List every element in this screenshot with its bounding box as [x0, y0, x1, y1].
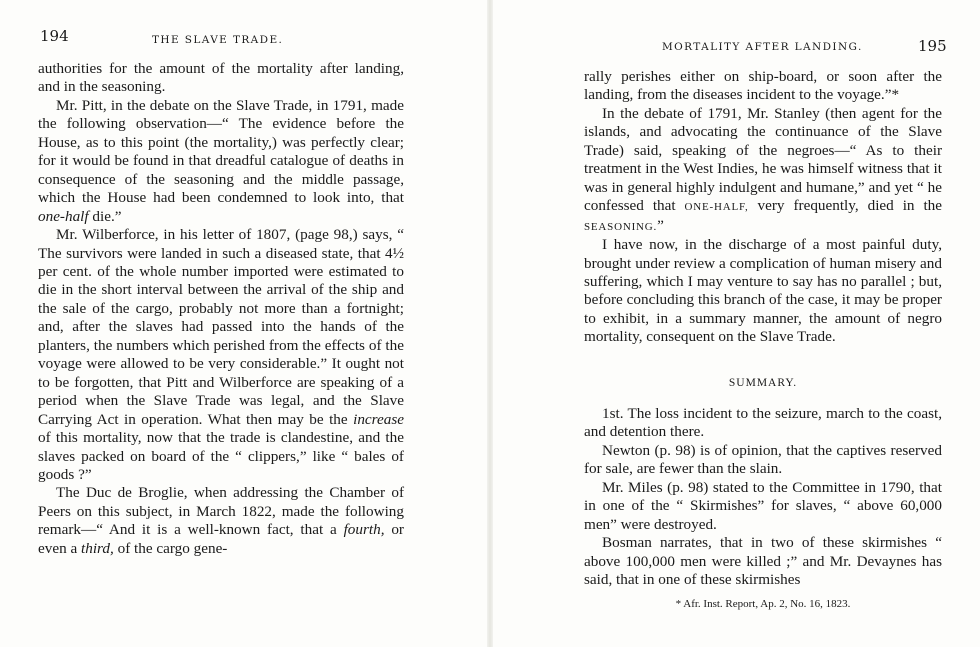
left-page-number: 194: [40, 27, 69, 45]
right-page: [490, 0, 980, 647]
wilberforce-italic: increase: [353, 410, 404, 428]
broglie-mid: or even a: [38, 521, 404, 557]
right-running-head: MORTALITY AFTER LANDING.: [662, 41, 863, 53]
broglie-text: The Duc de Broglie, when addressing the Chamber of Peers on this subject, in March 1822, made the following remark—“ And it is a well-known fact, that a: [38, 484, 404, 539]
right-paragraph-review: I have now, in the discharge of a most painful duty, brought under review a complication of human misery and suffering, which I may venture to say has no parallel ; but, before concluding this branch of the case, it may be proper to exhibit, in a summary manner, the amount of negro mortality, consequent on the Slave Trade.: [584, 236, 942, 346]
summary-paragraph-3: Mr. Miles (p. 98) stated to the Committee in 1790, that in one of the “ Skirmishes” for slaves, “ above 60,000 men” were destroyed.: [584, 478, 942, 533]
stanley-end: ”: [657, 216, 664, 234]
right-page-number: 195: [918, 37, 947, 55]
left-paragraph-pitt: [38, 97, 404, 226]
pitt-italic: one-half: [38, 207, 89, 225]
broglie-italic-third: third,: [81, 539, 114, 557]
wilberforce-text: Mr. Wilberforce, in his letter of 1807, (page 98,) says, “ The survivors were landed in such a diseased state, that 4½ per cent. of the whole number imported were estimated to die in the short interval between the arrival of the ship and the sale of the cargo, probably not more than a fortnight; and, after the slaves had passed into the hands of the planters, the numbers which perished from the effects of the voyage were allowed to be very considerable.” It ought not to be forgotten, that Pitt and Wilberforce are speaking of a period when the Slave Trade was legal, and the Slave Carrying Act in operation. What then may be the: [38, 226, 404, 428]
pitt-quote-end: die.”: [88, 207, 122, 225]
pitt-quote-text: Mr. Pitt, in the debate on the Slave Trade, in 1791, made the following observation—“ The evidence before the House, as to this point (the mortality,) was perfectly clear; for it would be found in that dreadful catalogue of deaths in consequence of the seasoning and the middle passage, which the House had been condemned to look into, that: [38, 96, 404, 207]
left-paragraph-broglie: [38, 484, 404, 558]
footnote: * Afr. Inst. Report, Ap. 2, No. 16, 1823.: [675, 598, 851, 610]
right-page-body: [584, 68, 942, 347]
right-paragraph-stanley: [584, 105, 942, 236]
stanley-mid: very frequently, died in the: [748, 197, 942, 215]
left-page-body: [38, 60, 404, 558]
wilberforce-end: of this mortality, now that the trade is clandestine, and the slaves packed on board of the “ clippers,” like “ bales of goods ?”: [38, 429, 404, 483]
left-running-head: THE SLAVE TRADE.: [152, 34, 284, 46]
summary-paragraph-2: Newton (p. 98) is of opinion, that the captives reserved for sale, are fewer than the slain.: [584, 441, 942, 478]
left-paragraph-1: authorities for the amount of the mortality after landing, and in the seasoning.: [38, 60, 404, 96]
stanley-caps-seasoning: SEASONING.: [584, 220, 658, 233]
right-paragraph-1: rally perishes either on ship-board, or soon after the landing, from the diseases incident to the voyage.”*: [584, 68, 942, 104]
summary-body: [584, 405, 942, 590]
left-paragraph-wilberforce: [38, 226, 404, 484]
stanley-caps-one-half: ONE-HALF,: [684, 201, 749, 214]
broglie-end: of the cargo gene-: [113, 539, 228, 557]
summary-paragraph-1: 1st. The loss incident to the seizure, march to the coast, and detention there.: [584, 405, 942, 441]
broglie-italic-fourth: fourth,: [343, 521, 385, 539]
summary-paragraph-4: Bosman narrates, that in two of these skirmishes “ above 100,000 men were killed ;” and Mr. Devaynes has said, that in one of these skirmishes: [584, 534, 942, 589]
stanley-text: In the debate of 1791, Mr. Stanley (then agent for the islands, and advocating the continuance of the Slave Trade) said, speaking of the negroes—“ As to their treatment in the West Indies, he was himself witness that it was in general highly indulgent and humane,” and yet “ he confessed that: [584, 104, 942, 215]
summary-heading: SUMMARY.: [728, 377, 798, 389]
